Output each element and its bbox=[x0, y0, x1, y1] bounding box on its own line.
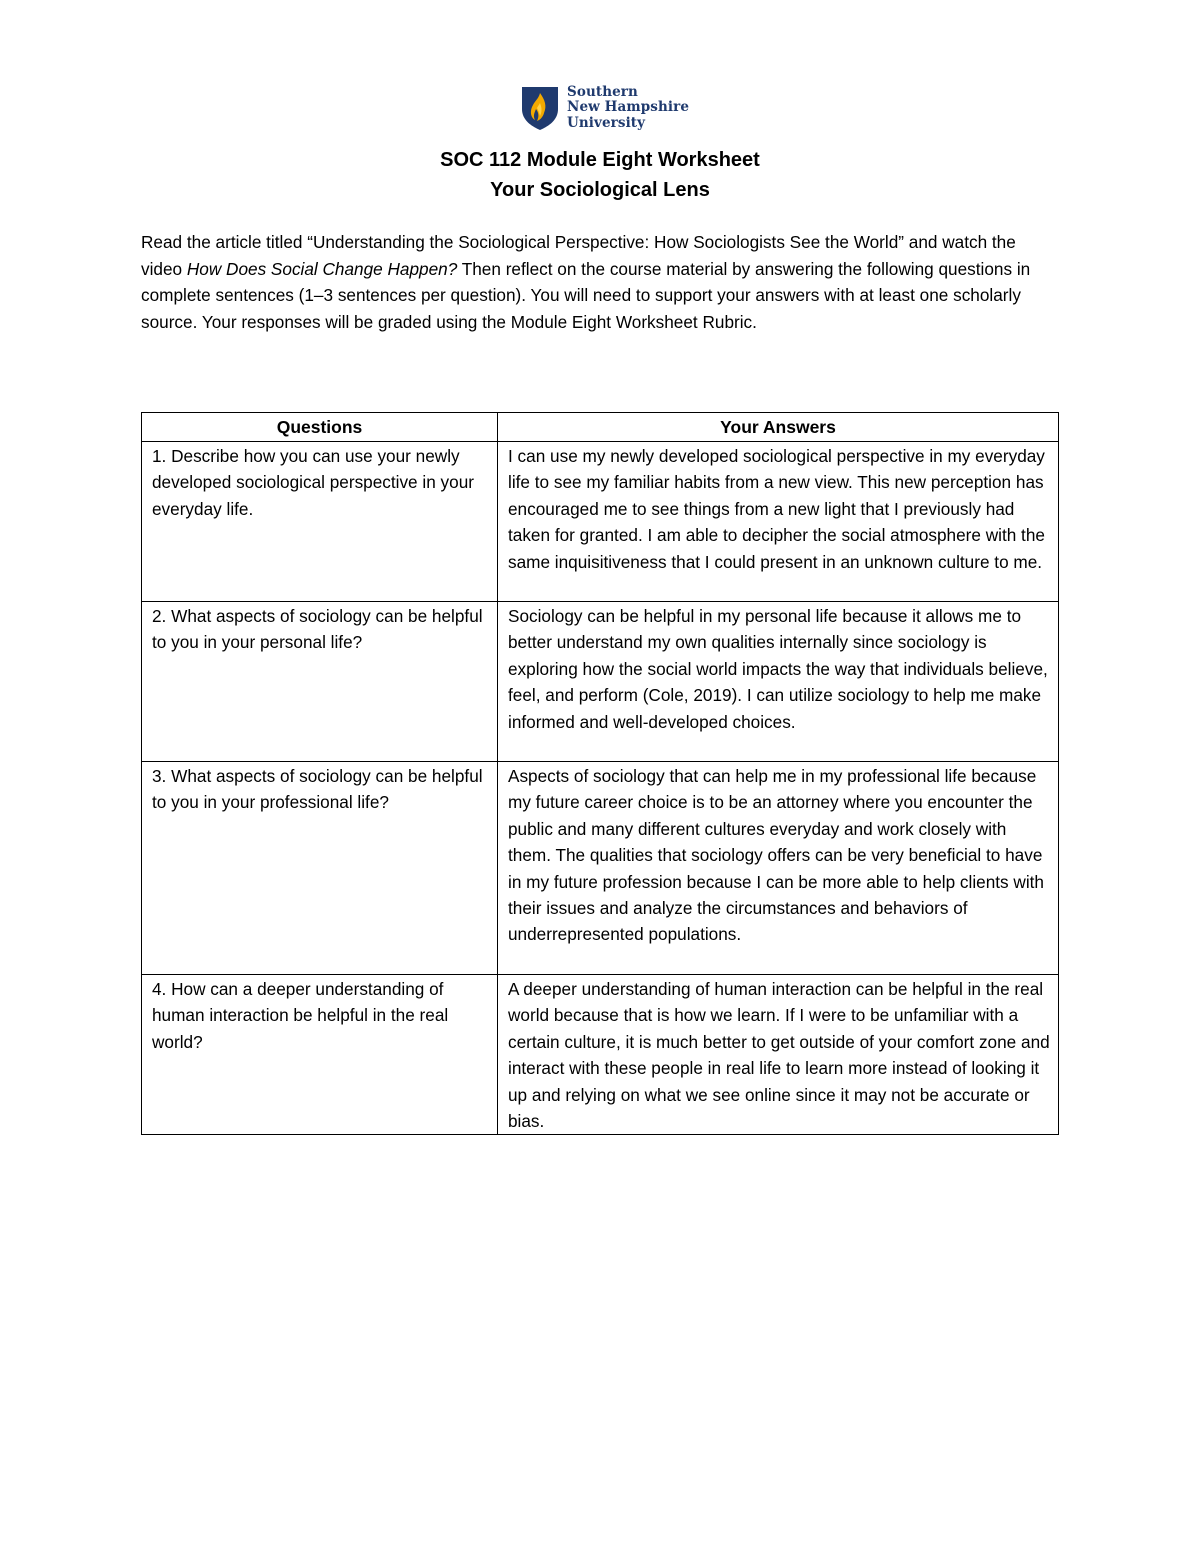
answer-cell: Aspects of sociology that can help me in my professional life because my future career choice is to be an attorney where you encounter the public and many different cultures everyday and work closely with them. The qualities that sociology offers can be very beneficial to have in my future profession because I can be more able to help clients with their issues and analyze the circumstances and behaviors of underrepresented populations. bbox=[498, 762, 1059, 975]
answer-cell: Sociology can be helpful in my personal life because it allows me to better understand my own qualities internally since sociology is exploring how the social world impacts the way that individuals believe, feel, and perform (Cole, 2019). I can utilize sociology to help me make informed and well-developed choices. bbox=[498, 602, 1059, 762]
video-title: How Does Social Change Happen? bbox=[186, 258, 458, 279]
instructions-part-1: Read the article titled “Understanding the Sociological Perspective: How Sociologists See the World” and watch the video bbox=[141, 232, 1016, 279]
question-cell: 4. How can a deeper understanding of human interaction be helpful in the real world? bbox=[142, 975, 498, 1135]
question-cell: 3. What aspects of sociology can be helpful to you in your professional life? bbox=[142, 762, 498, 975]
instructions-part-2: Then reflect on the course material by answering the following questions in complete sentences (1–3 sentences per question). You will need to support your answers with at least one scholarly source. Your responses will be graded using the Module Eight Worksheet Rubric. bbox=[141, 258, 1031, 332]
questions-column-header: Questions bbox=[142, 413, 498, 442]
logo-line-2: New Hampshire bbox=[567, 99, 690, 116]
table-row bbox=[142, 975, 1059, 1135]
table-row bbox=[142, 602, 1059, 762]
instructions-paragraph bbox=[141, 229, 1061, 335]
flame-shield-icon bbox=[520, 85, 560, 131]
answer-cell: A deeper understanding of human interaction can be helpful in the real world because that is how we learn. If I were to be unfamiliar with a certain culture, it is much better to get outside of your comfort zone and interact with these people in real life to learn more instead of looking it up and relying on what we see online since it may not be accurate or bias. bbox=[498, 975, 1059, 1135]
document-subtitle: Your Sociological Lens bbox=[490, 179, 710, 201]
logo-line-1: Southern bbox=[567, 83, 638, 100]
university-logo bbox=[520, 84, 689, 132]
table-header-row bbox=[142, 413, 1059, 442]
question-cell: 2. What aspects of sociology can be helpful to you in your personal life? bbox=[142, 602, 498, 762]
questions-answers-table bbox=[141, 412, 1059, 1135]
logo-wordmark bbox=[567, 85, 689, 132]
answers-column-header: Your Answers bbox=[498, 413, 1059, 442]
logo-line-3: University bbox=[567, 114, 646, 131]
document-title: SOC 112 Module Eight Worksheet bbox=[440, 149, 760, 171]
table-row bbox=[142, 442, 1059, 602]
table-row bbox=[142, 762, 1059, 975]
question-cell: 1. Describe how you can use your newly developed sociological perspective in your everyday life. bbox=[142, 442, 498, 602]
answer-cell: I can use my newly developed sociological perspective in my everyday life to see my familiar habits from a new view. This new perception has encouraged me to see things from a new light that I previously had taken for granted. I am able to decipher the social atmosphere with the same inquisitiveness that I could present in an unknown culture to me. bbox=[498, 442, 1059, 602]
